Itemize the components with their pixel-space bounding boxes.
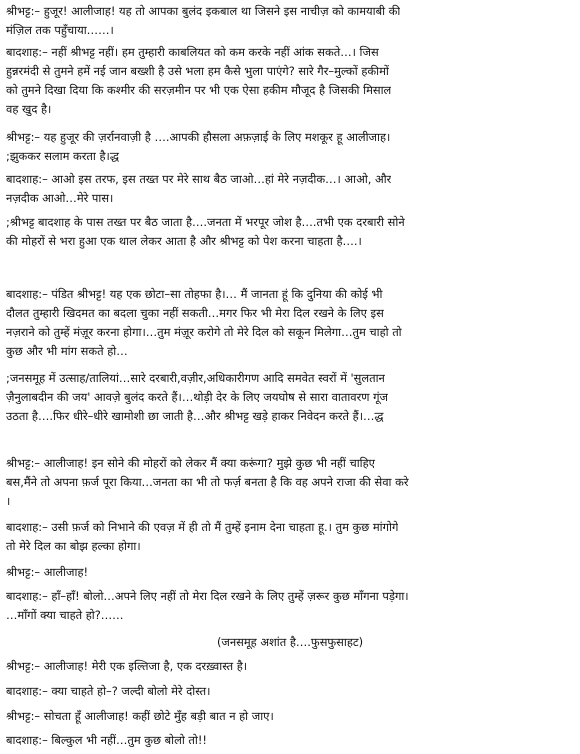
paragraph-stage-direction-1 bbox=[6, 213, 405, 251]
paragraph-shribhatt-2 bbox=[6, 128, 390, 166]
paragraph-badshah-5 bbox=[6, 587, 409, 625]
text-line: (जनसमूह अशांत है….फुसफुसाहट) bbox=[216, 635, 364, 649]
text-line: हुन्नरमंदी से तुमने हमें नई जान बख्शी है उसे भला हम कैसे भुला पाएंगे? सारे गैर–मुल्कों हकीमों bbox=[6, 64, 389, 78]
paragraph-badshah-7 bbox=[6, 731, 207, 750]
paragraph-badshah-3 bbox=[6, 285, 402, 361]
paragraph-shribhatt-5 bbox=[6, 657, 247, 676]
paragraph-shribhatt-3 bbox=[6, 454, 409, 511]
text-line: श्रीभट्ट:– यह हुजूर की ज़र्रानवाज़ी है ….आपकी हौसला अफ़ज़ाई के लिए मशकूर हू आलीजाह। bbox=[6, 130, 391, 144]
text-line: ;जनसमूह में उत्साह/तालियां…सारे दरबारी,वज़ीर,अधिकारीगण आदि समवेत स्वरों में 'सुलतान bbox=[6, 371, 385, 385]
text-line: श्रीभट्ट:– आलीजाह! bbox=[6, 565, 89, 579]
text-line: बादशाह:– पंडित श्रीभट्ट! यह एक छोटा–सा तोहफा है।… मैं जानता हूं कि दुनिया की कोई भी bbox=[6, 287, 383, 301]
text-line: नज़दीक आओ…मेरे पास। bbox=[6, 191, 114, 205]
text-line: बादशाह:– उसी फ़र्ज को निभाने की एवज़ में ही तो मैं तुम्हें इनाम देना चाहता हू.। तुम कुछ मांगोगे bbox=[6, 520, 399, 534]
paragraph-shribhatt-4 bbox=[6, 563, 88, 582]
text-line: नज़राने को तुम्हें मंज़ूर करना होगा।…तुम मंज़ूर करोगे तो मेरे दिल को सकून मिलेगा…तुम चाहो तो bbox=[6, 325, 402, 339]
text-line: तो मेरे दिल का बोझ हल्का होगा। bbox=[6, 539, 141, 553]
text-line: श्रीभट्ट:– हुजूर! आलीजाह! यह तो आपका बुलंद इकबाल था जिसने इस नाचीज़ को कामयाबी की bbox=[6, 4, 401, 18]
text-line: श्रीभट्ट:– आलीजाह! इन सोने की मोहरों को लेकर मैं क्या करूंगा? मुझे कुछ भी नहीं चाहिए bbox=[6, 456, 375, 470]
paragraph-badshah-2 bbox=[6, 170, 391, 208]
text-line: बादशाह:– हाँ–हाँ! बोलो…अपने लिए नहीं तो मेरा दिल रखने के लिए तुम्हें ज़रूर कुछ माँगना पड़ेगा। bbox=[6, 589, 409, 603]
text-line: बादशाह:– क्या चाहते हो–? जल्दी बोलो मेरे दोस्त। bbox=[6, 684, 211, 698]
text-line: बादशाह:– नहीं श्रीभट्ट नहीं। हम तुम्हारी काबलियत को कम करके नहीं आंक सकते…। जिस bbox=[6, 45, 379, 59]
text-line: कुछ और भी मांग सकते हो… bbox=[6, 344, 128, 358]
text-line: की मोहरों से भरा हुआ एक थाल लेकर आता है और श्रीभट्ट को पेश करना चाहता है….। bbox=[6, 234, 362, 248]
text-line: बस,मैंने तो अपना फ़र्ज पूरा किया…जनता का भी तो फर्ज़ बनता है कि वह अपने राजा की सेवा करे bbox=[6, 475, 409, 489]
text-line: मंज़िल तक पहुँचाया……। bbox=[6, 23, 114, 37]
text-line: श्रीभट्ट:– आलीजाह! मेरी एक इल्तिजा है, एक दरख़्वास्त है। bbox=[6, 659, 248, 673]
text-line: उठता है….फिर धीरे–धीरे खामोशी छा जाती है…और श्रीभट्ट खड़े हाकर निवेदन करते हैं।…द्ध bbox=[6, 409, 384, 423]
text-line: बादशाह:– आओ इस तरफ, इस तख्त पर मेरे साथ बैठ जाओ…हां मेरे नज़दीक…। आओ, और bbox=[6, 172, 392, 186]
paragraph-badshah-6 bbox=[6, 682, 210, 701]
paragraph-badshah-4 bbox=[6, 518, 398, 556]
text-line: को तुमने दिखा दिया कि कश्मीर की सरज़मीन पर भी एक ऐसा हकीम मौजूद है जिसकी मिसाल bbox=[6, 83, 392, 97]
text-line: ज़ैनुलाबदीन की जय' आवज़े बुलंद करते हैं।…थोड़ी देर के लिए जयघोष से सारा वातावरण गूंज bbox=[6, 390, 389, 404]
paragraph-badshah-1 bbox=[6, 43, 391, 119]
text-line: बादशाह:– बिल्कुल भी नहीं…तुम कुछ बोलो तो!! bbox=[6, 733, 207, 747]
text-line: …माँगों क्या चाहते हो?…… bbox=[6, 608, 124, 622]
text-line: श्रीभट्ट:– सोचता हूँ आलीजाह! कहीं छोटे मुँह बड़ी बात न हो जाए। bbox=[6, 709, 274, 723]
text-line: वह खुद है। bbox=[6, 102, 52, 116]
text-line: ;श्रीभट्ट बादशाह के पास तख्त पर बैठ जाता है….जनता में भरपूर जोश है….तभी एक दरबारी सोने bbox=[6, 215, 405, 229]
paragraph-stage-direction-3 bbox=[6, 633, 574, 652]
paragraph-shribhatt-1 bbox=[6, 2, 400, 40]
paragraph-shribhatt-6 bbox=[6, 707, 274, 726]
text-line: ;झुककर सलाम करता है।द्ध bbox=[6, 149, 119, 163]
text-line: । bbox=[6, 494, 11, 508]
paragraph-stage-direction-2 bbox=[6, 369, 388, 426]
text-line: दौलत तुम्हारी खिदमत का बदला चुका नहीं सकती…मगर फिर भी मेरा दिल रखने के लिए इस bbox=[6, 306, 384, 320]
